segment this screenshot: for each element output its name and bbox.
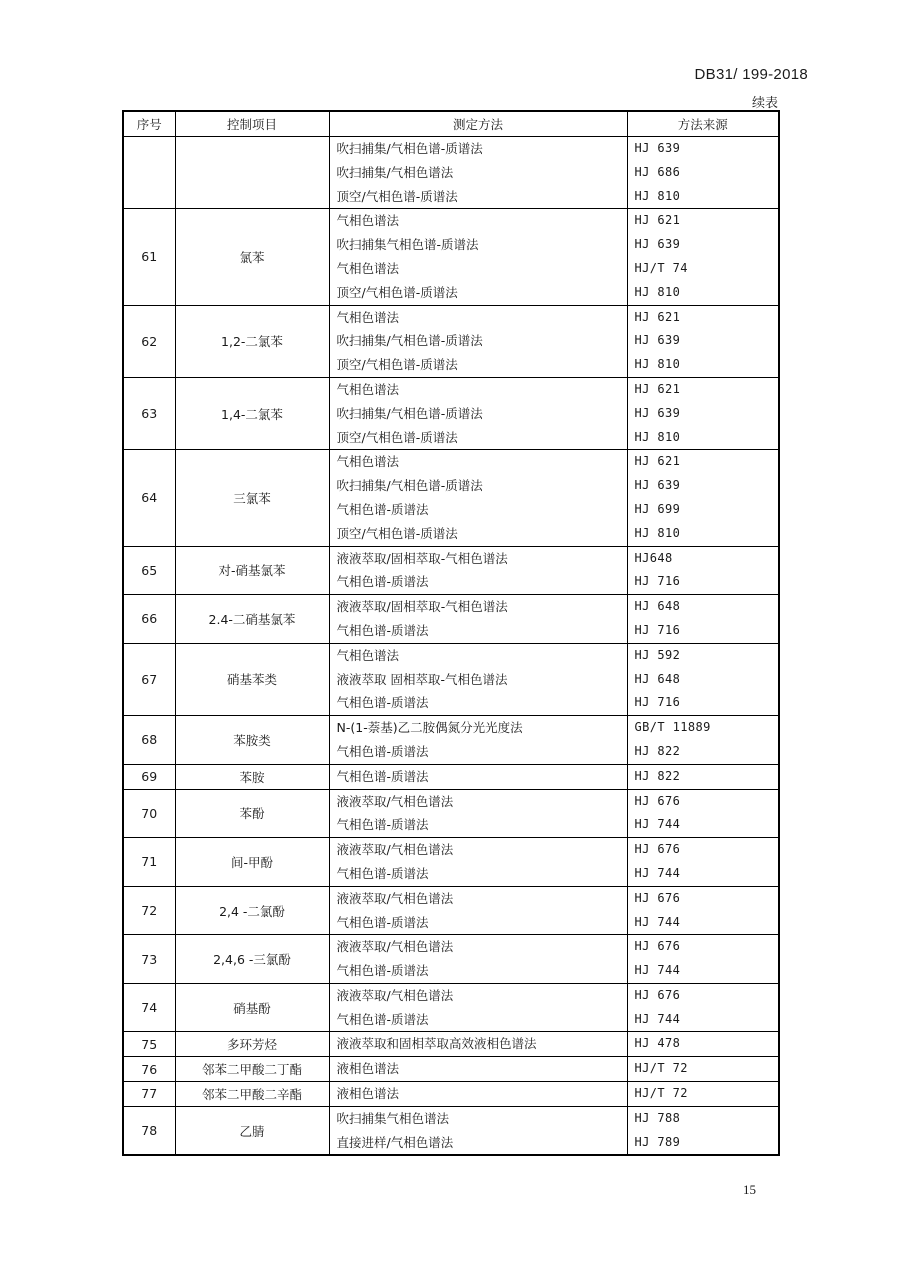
control-item: 2,4,6 -三氯酚 <box>175 935 329 984</box>
method-source: GB/T 11889 <box>634 720 711 735</box>
method-source: HJ 621 <box>634 213 681 228</box>
row-number: 61 <box>123 209 175 305</box>
table-row <box>123 546 779 595</box>
test-method: 气相色谱-质谱法 <box>336 743 429 759</box>
test-methods-cell <box>329 935 627 984</box>
control-item: 间-甲酚 <box>175 838 329 887</box>
table-row <box>123 595 779 644</box>
test-methods-cell <box>329 1032 627 1057</box>
method-source: HJ 676 <box>634 939 681 954</box>
test-method: 液液萃取/气相色谱法 <box>336 793 454 809</box>
row-number: 64 <box>123 450 175 546</box>
method-sources-cell <box>627 1082 779 1107</box>
control-item: 邻苯二甲酸二辛酯 <box>175 1082 329 1107</box>
method-sources-cell <box>627 838 779 887</box>
control-item <box>175 137 329 209</box>
method-sources-cell <box>627 595 779 644</box>
method-source: HJ 621 <box>634 309 681 324</box>
table-row <box>123 209 779 305</box>
header-test-method: 测定方法 <box>329 111 627 137</box>
test-methods-cell <box>329 983 627 1032</box>
row-number: 66 <box>123 595 175 644</box>
test-method: 顶空/气相色谱-质谱法 <box>336 429 458 445</box>
table-body <box>123 137 779 1156</box>
test-method: 气相色谱-质谱法 <box>336 574 429 590</box>
method-source: HJ 744 <box>634 817 681 832</box>
method-source: HJ 788 <box>634 1110 681 1125</box>
row-number: 69 <box>123 764 175 789</box>
table-row <box>123 886 779 935</box>
row-number: 71 <box>123 838 175 887</box>
test-method: 气相色谱-质谱法 <box>336 768 429 784</box>
document-number: DB31/ 199-2018 <box>694 66 808 83</box>
row-number: 65 <box>123 546 175 595</box>
test-method: 吹扫捕集气相色谱法 <box>336 1110 450 1126</box>
test-method: 吹扫捕集气相色谱-质谱法 <box>336 237 479 253</box>
test-method: 气相色谱-质谱法 <box>336 817 429 833</box>
method-source: HJ 676 <box>634 987 681 1002</box>
control-item: 2,4 -二氯酚 <box>175 886 329 935</box>
test-method: 液液萃取/气相色谱法 <box>336 987 454 1003</box>
row-number: 78 <box>123 1106 175 1155</box>
control-item: 三氯苯 <box>175 450 329 546</box>
method-source: HJ 639 <box>634 478 681 493</box>
test-methods-cell <box>329 546 627 595</box>
test-method: 气相色谱法 <box>336 381 400 397</box>
test-method: 气相色谱-质谱法 <box>336 963 429 979</box>
table-row <box>123 935 779 984</box>
row-number: 74 <box>123 983 175 1032</box>
row-number: 68 <box>123 716 175 765</box>
row-number: 72 <box>123 886 175 935</box>
test-method: 吹扫捕集/气相色谱-质谱法 <box>336 141 483 156</box>
method-sources-cell <box>627 137 779 209</box>
method-source: HJ 592 <box>634 647 681 662</box>
test-methods-cell <box>329 886 627 935</box>
method-sources-cell <box>627 643 779 715</box>
test-methods-cell <box>329 1106 627 1155</box>
table-row <box>123 137 779 209</box>
method-source: HJ 621 <box>634 381 681 396</box>
header-number: 序号 <box>123 111 175 137</box>
method-source: HJ 478 <box>634 1036 681 1051</box>
test-methods-cell <box>329 450 627 546</box>
test-method: 气相色谱法 <box>336 213 400 229</box>
method-source: HJ648 <box>634 550 673 565</box>
method-source: HJ 676 <box>634 842 681 857</box>
test-methods-cell <box>329 595 627 644</box>
method-source: HJ 676 <box>634 793 681 808</box>
test-methods-cell <box>329 305 627 377</box>
method-source: HJ 648 <box>634 599 681 614</box>
test-methods-cell <box>329 1082 627 1107</box>
method-source: HJ 744 <box>634 963 681 978</box>
header-control-item: 控制项目 <box>175 111 329 137</box>
control-item: 苯胺类 <box>175 716 329 765</box>
method-sources-cell <box>627 935 779 984</box>
method-source: HJ 822 <box>634 768 681 783</box>
test-method: 气相色谱-质谱法 <box>336 695 429 711</box>
method-sources-cell <box>627 789 779 838</box>
method-source: HJ 810 <box>634 525 681 540</box>
method-sources-cell <box>627 546 779 595</box>
control-item: 乙腈 <box>175 1106 329 1155</box>
method-source: HJ/T 74 <box>634 260 688 275</box>
test-method: 液相色谱法 <box>336 1061 400 1077</box>
row-number <box>123 137 175 209</box>
method-source: HJ 648 <box>634 671 681 686</box>
table-row <box>123 838 779 887</box>
test-method: 液液萃取/固相萃取-气相色谱法 <box>336 599 508 615</box>
row-number: 62 <box>123 305 175 377</box>
test-methods-cell <box>329 209 627 305</box>
method-source: HJ 789 <box>634 1134 681 1149</box>
method-source: HJ 810 <box>634 429 681 444</box>
method-sources-cell <box>627 764 779 789</box>
test-method: 顶空/气相色谱-质谱法 <box>336 357 458 373</box>
method-sources-cell <box>627 377 779 449</box>
test-method: N-(1-萘基)乙二胺偶氮分光光度法 <box>336 720 523 736</box>
test-methods-cell <box>329 716 627 765</box>
test-methods-cell <box>329 764 627 789</box>
test-method: 直接进样/气相色谱法 <box>336 1134 454 1150</box>
method-source: HJ 716 <box>634 574 681 589</box>
method-source: HJ 699 <box>634 501 681 516</box>
control-item: 硝基酚 <box>175 983 329 1032</box>
standards-table <box>122 110 780 1156</box>
control-item: 多环芳烃 <box>175 1032 329 1057</box>
method-sources-cell <box>627 1032 779 1057</box>
test-methods-cell <box>329 137 627 209</box>
test-method: 顶空/气相色谱-质谱法 <box>336 188 458 204</box>
method-source: HJ/T 72 <box>634 1086 688 1101</box>
table-row <box>123 716 779 765</box>
row-number: 67 <box>123 643 175 715</box>
method-sources-cell <box>627 305 779 377</box>
test-method: 液液萃取/气相色谱法 <box>336 842 454 858</box>
method-source: HJ 686 <box>634 164 681 179</box>
table-row <box>123 1032 779 1057</box>
method-source: HJ 810 <box>634 357 681 372</box>
method-source: HJ 716 <box>634 695 681 710</box>
row-number: 73 <box>123 935 175 984</box>
test-method: 气相色谱法 <box>336 454 400 470</box>
method-source: HJ 639 <box>634 141 681 155</box>
method-source: HJ 744 <box>634 865 681 880</box>
test-method: 气相色谱-质谱法 <box>336 865 429 881</box>
table-row <box>123 450 779 546</box>
test-method: 气相色谱法 <box>336 309 400 325</box>
test-methods-cell <box>329 789 627 838</box>
test-method: 气相色谱-质谱法 <box>336 914 429 930</box>
test-method: 液相色谱法 <box>336 1086 400 1102</box>
test-method: 气相色谱-质谱法 <box>336 622 429 638</box>
test-method: 液液萃取/固相萃取-气相色谱法 <box>336 550 508 566</box>
control-item: 2.4-二硝基氯苯 <box>175 595 329 644</box>
method-sources-cell <box>627 450 779 546</box>
test-method: 吹扫捕集/气相色谱法 <box>336 164 454 180</box>
table-row <box>123 764 779 789</box>
test-method: 气相色谱法 <box>336 260 400 276</box>
test-methods-cell <box>329 377 627 449</box>
test-method: 液液萃取 固相萃取-气相色谱法 <box>336 671 508 687</box>
method-source: HJ 822 <box>634 743 681 758</box>
header-method-source: 方法来源 <box>627 111 779 137</box>
test-method: 液液萃取和固相萃取高效液相色谱法 <box>336 1036 537 1052</box>
control-item: 邻苯二甲酸二丁酯 <box>175 1057 329 1082</box>
control-item: 1,4-二氯苯 <box>175 377 329 449</box>
table-row <box>123 643 779 715</box>
test-methods-cell <box>329 838 627 887</box>
test-method: 液液萃取/气相色谱法 <box>336 890 454 906</box>
table-header-row <box>123 111 779 137</box>
test-method: 吹扫捕集/气相色谱-质谱法 <box>336 333 483 349</box>
method-sources-cell <box>627 209 779 305</box>
method-source: HJ 639 <box>634 405 681 420</box>
method-sources-cell <box>627 1106 779 1155</box>
test-method: 吹扫捕集/气相色谱-质谱法 <box>336 478 483 494</box>
continued-table-label: 续表 <box>751 96 778 111</box>
method-source: HJ/T 72 <box>634 1061 688 1076</box>
table-row <box>123 789 779 838</box>
method-source: HJ 676 <box>634 890 681 905</box>
table-row <box>123 1057 779 1082</box>
method-source: HJ 810 <box>634 284 681 299</box>
row-number: 63 <box>123 377 175 449</box>
test-method: 吹扫捕集/气相色谱-质谱法 <box>336 405 483 421</box>
row-number: 75 <box>123 1032 175 1057</box>
test-methods-cell <box>329 1057 627 1082</box>
control-item: 1,2-二氯苯 <box>175 305 329 377</box>
table-row <box>123 1106 779 1155</box>
method-sources-cell <box>627 1057 779 1082</box>
method-source: HJ 639 <box>634 237 681 252</box>
control-item: 苯酚 <box>175 789 329 838</box>
row-number: 70 <box>123 789 175 838</box>
page-number: 15 <box>743 1182 756 1197</box>
method-source: HJ 810 <box>634 188 681 203</box>
control-item: 氯苯 <box>175 209 329 305</box>
row-number: 77 <box>123 1082 175 1107</box>
control-item: 苯胺 <box>175 764 329 789</box>
method-sources-cell <box>627 983 779 1032</box>
method-source: HJ 639 <box>634 333 681 348</box>
test-method: 气相色谱法 <box>336 647 400 663</box>
table-row <box>123 377 779 449</box>
method-sources-cell <box>627 716 779 765</box>
method-source: HJ 621 <box>634 454 681 469</box>
method-source: HJ 744 <box>634 1011 681 1026</box>
test-method: 气相色谱-质谱法 <box>336 501 429 517</box>
test-method: 顶空/气相色谱-质谱法 <box>336 284 458 300</box>
test-method: 顶空/气相色谱-质谱法 <box>336 525 458 541</box>
table-row <box>123 305 779 377</box>
row-number: 76 <box>123 1057 175 1082</box>
test-method: 液液萃取/气相色谱法 <box>336 939 454 955</box>
test-methods-cell <box>329 643 627 715</box>
control-item: 对-硝基氯苯 <box>175 546 329 595</box>
method-sources-cell <box>627 886 779 935</box>
control-item: 硝基苯类 <box>175 643 329 715</box>
table-row <box>123 1082 779 1107</box>
method-source: HJ 716 <box>634 622 681 637</box>
test-method: 气相色谱-质谱法 <box>336 1011 429 1027</box>
method-source: HJ 744 <box>634 914 681 929</box>
table-row <box>123 983 779 1032</box>
